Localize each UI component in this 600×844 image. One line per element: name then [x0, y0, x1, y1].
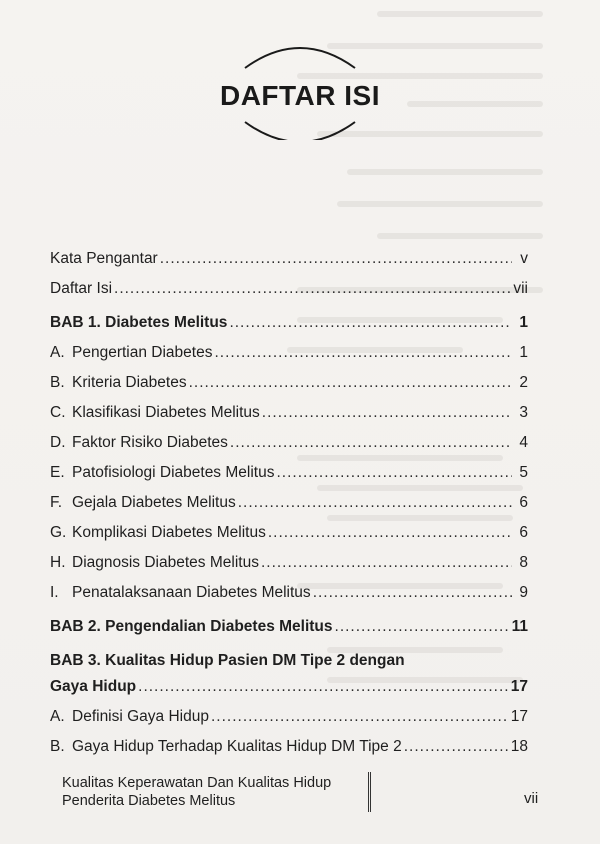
toc-entry-label: Patofisiologi Diabetes Melitus	[72, 464, 275, 481]
toc-leader-dots	[189, 374, 512, 392]
footer-divider	[368, 772, 371, 812]
toc-leader-dots	[268, 524, 512, 542]
toc-entry-letter: G.	[50, 524, 67, 541]
toc-page-number: 1	[519, 344, 528, 361]
toc-entry[interactable]	[50, 250, 528, 268]
toc-page-number: 6	[519, 524, 528, 541]
toc-leader-dots	[229, 314, 512, 332]
toc-page-number: 17	[510, 678, 528, 695]
toc-entry-label: Diagnosis Diabetes Melitus	[72, 554, 259, 571]
toc-entry-label: BAB 2. Pengendalian Diabetes Melitus	[50, 618, 333, 635]
toc-entry-letter: C.	[50, 404, 66, 421]
toc-page-number: 18	[510, 738, 528, 755]
toc-page-number: 17	[510, 708, 528, 725]
toc-entry[interactable]	[50, 344, 528, 362]
toc-leader-dots	[230, 434, 512, 452]
toc-leader-dots	[276, 464, 512, 482]
toc-page-number: 5	[519, 464, 528, 481]
toc-page-number: 11	[511, 618, 528, 635]
toc-chapter-entry[interactable]	[50, 678, 528, 696]
toc-entry[interactable]	[50, 584, 528, 602]
toc-entry[interactable]	[50, 708, 528, 726]
toc-entry[interactable]	[50, 494, 528, 512]
toc-page-number: 2	[519, 374, 528, 391]
footer-book-title-line1: Kualitas Keperawatan Dan Kualitas Hidup	[62, 775, 332, 791]
toc-leader-dots	[214, 344, 512, 362]
toc-entry[interactable]	[50, 554, 528, 572]
toc-leader-dots	[261, 554, 512, 572]
toc-page-number: 6	[519, 494, 528, 511]
toc-leader-dots	[404, 738, 509, 756]
title-block	[190, 30, 410, 140]
toc-entry-label: Pengertian Diabetes	[72, 344, 213, 361]
toc-page-number: vii	[513, 280, 528, 297]
toc-entry-letter: A.	[50, 344, 65, 361]
toc-entry[interactable]	[50, 280, 528, 298]
toc-entry[interactable]	[50, 434, 528, 452]
toc-entry-label: Klasifikasi Diabetes Melitus	[72, 404, 260, 421]
toc-entry-letter: A.	[50, 708, 65, 725]
toc-entry-label: Penatalaksanaan Diabetes Melitus	[72, 584, 311, 601]
toc-entry[interactable]	[50, 464, 528, 482]
toc-leader-dots	[238, 494, 512, 512]
toc-entry-label: Definisi Gaya Hidup	[72, 708, 209, 725]
toc-entry-letter: B.	[50, 738, 65, 755]
toc-page-number: 3	[519, 404, 528, 421]
toc-leader-dots	[114, 280, 511, 298]
toc-entry-label: Faktor Risiko Diabetes	[72, 434, 228, 451]
toc-leader-dots	[211, 708, 509, 726]
toc-entry-letter: F.	[50, 494, 63, 511]
toc-entry-letter: D.	[50, 434, 66, 451]
footer-page-number: vii	[524, 790, 539, 807]
toc-entry-letter: H.	[50, 554, 66, 571]
toc-entry-letter: I.	[50, 584, 59, 601]
toc-leader-dots	[262, 404, 512, 422]
toc-entry-letter: B.	[50, 374, 65, 391]
toc-leader-dots	[160, 250, 512, 268]
toc-entry-label: Gejala Diabetes Melitus	[72, 494, 236, 511]
toc-page-number: 9	[519, 584, 528, 601]
page-title: DAFTAR ISI	[219, 80, 381, 111]
toc-entry[interactable]	[50, 524, 528, 542]
toc-chapter-entry[interactable]	[50, 314, 528, 332]
toc-entry-label: Gaya Hidup Terhadap Kualitas Hidup DM Tipe 2	[72, 738, 402, 755]
toc-entry[interactable]	[50, 374, 528, 392]
toc-entry-label: Kriteria Diabetes	[72, 374, 187, 391]
footer-book-title-line2: Penderita Diabetes Melitus	[62, 793, 236, 809]
toc-entry-letter: E.	[50, 464, 65, 481]
toc-page-number: v	[520, 250, 528, 267]
toc-page-number: 4	[519, 434, 528, 451]
toc-entry-label: Komplikasi Diabetes Melitus	[72, 524, 266, 541]
toc-leader-dots	[138, 678, 509, 696]
running-footer	[62, 774, 331, 810]
toc-entry[interactable]	[50, 738, 528, 756]
toc-entry-label: Kata Pengantar	[50, 250, 158, 267]
toc-page-number: 8	[519, 554, 528, 571]
toc-entry-label: Daftar Isi	[50, 280, 113, 297]
toc-leader-dots	[335, 618, 510, 636]
toc-chapter-entry[interactable]	[50, 618, 528, 636]
toc-leader-dots	[313, 584, 512, 602]
toc-entry-label: Gaya Hidup	[50, 678, 137, 695]
toc-entry-label: BAB 1. Diabetes Melitus	[50, 314, 228, 331]
toc-chapter-title-line[interactable]: BAB 3. Kualitas Hidup Pasien DM Tipe 2 dengan	[50, 652, 405, 669]
toc-page-number: 1	[519, 314, 528, 331]
toc-entry[interactable]	[50, 404, 528, 422]
